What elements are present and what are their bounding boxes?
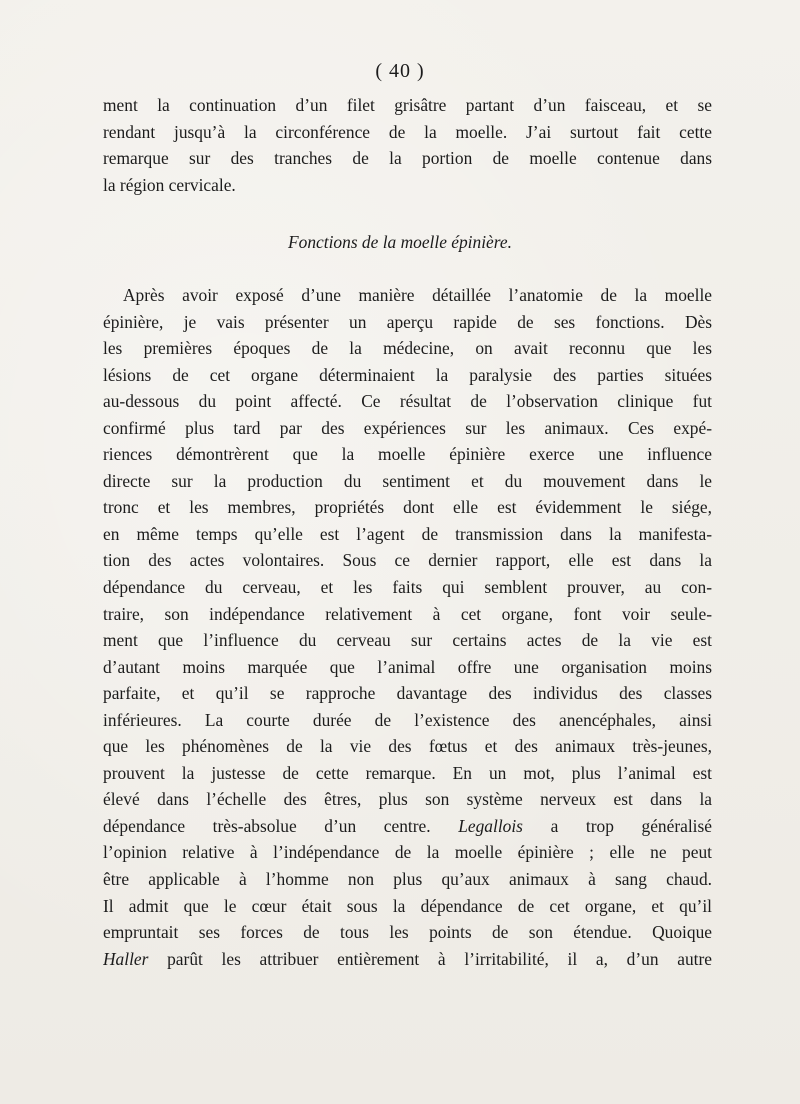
text-line: lésions de cet organe déterminaient la paralysie des parties situées [103, 364, 712, 385]
text-line: tion des actes volontaires. Sous ce dernier rapport, elle est dans la [103, 550, 712, 571]
text-line: Il admit que le cœur était sous la dépendance de cet organe, et qu’il [103, 895, 712, 916]
text-line: les premières époques de la médecine, on avait reconnu que les [103, 338, 712, 359]
text-line: au-dessous du point affecté. Ce résultat de l’observation clinique fut [103, 391, 712, 412]
text-line: inférieures. La courte durée de l’existence des anencéphales, ainsi [103, 709, 712, 730]
text-line: directe sur la production du sentiment et du mouvement dans le [103, 470, 712, 491]
author-name-legallois: Legallois [458, 815, 523, 836]
text-line: parfaite, et qu’il se rapproche davantage des individus des classes [103, 683, 712, 704]
text-line: en même temps qu’elle est l’agent de transmission dans la manifesta- [103, 523, 712, 544]
text-line: que les phénomènes de la vie des fœtus et des animaux très-jeunes, [103, 736, 712, 757]
paragraph-fonctions [103, 282, 712, 972]
text-line: riences démontrèrent que la moelle épinière exerce une influence [103, 444, 712, 465]
page-number: ( 40 ) [375, 60, 425, 82]
paragraph-continuation [103, 92, 712, 198]
text-line-legallois [103, 813, 712, 840]
text-line: épinière, je vais présenter un aperçu rapide de ses fonctions. Dès [103, 311, 712, 332]
text-line: d’autant moins marquée que l’animal offre une organisation moins [103, 656, 712, 677]
text-line: dépendance du cerveau, et les faits qui semblent prouver, au con- [103, 577, 712, 598]
text-line: élevé dans l’échelle des êtres, plus son système nerveux est dans la [103, 789, 712, 810]
text-line: traire, son indépendance relativement à cet organe, font voir seule- [103, 603, 712, 624]
text-line: prouvent la justesse de cette remarque. En un mot, plus l’animal est [103, 762, 712, 783]
text-segment: parût les attribuer entièrement à l’irritabilité, il a, d’un autre [167, 948, 712, 969]
text-segment: dépendance très-absolue d’un centre. [103, 815, 431, 836]
text-line: l’opinion relative à l’indépendance de la moelle épinière ; elle ne peut [103, 842, 712, 863]
text-line: ment la continuation d’un filet grisâtre partant d’un faisceau, et se [103, 95, 712, 115]
text-line: être applicable à l’homme non plus qu’aux animaux à sang chaud. [103, 869, 712, 890]
text-line: ment que l’influence du cerveau sur certains actes de la vie est [103, 630, 712, 651]
text-line: Après avoir exposé d’une manière détaillée l’anatomie de la moelle [123, 285, 712, 305]
section-heading: Fonctions de la moelle épinière. [288, 232, 512, 252]
author-name-haller: Haller [103, 948, 149, 969]
text-line: empruntait ses forces de tous les points de son étendue. Quoique [103, 922, 712, 943]
text-line: confirmé plus tard par des expériences sur les animaux. Ces expé- [103, 417, 712, 438]
text-segment: a trop généralisé [550, 815, 712, 836]
text-line: la région cervicale. [103, 174, 236, 195]
text-line: tronc et les membres, propriétés dont elle est évidemment le siége, [103, 497, 712, 518]
text-line: remarque sur des tranches de la portion de moelle contenue dans [103, 148, 712, 169]
text-line: rendant jusqu’à la circonférence de la moelle. J’ai surtout fait cette [103, 121, 712, 142]
text-line-haller [103, 946, 712, 973]
